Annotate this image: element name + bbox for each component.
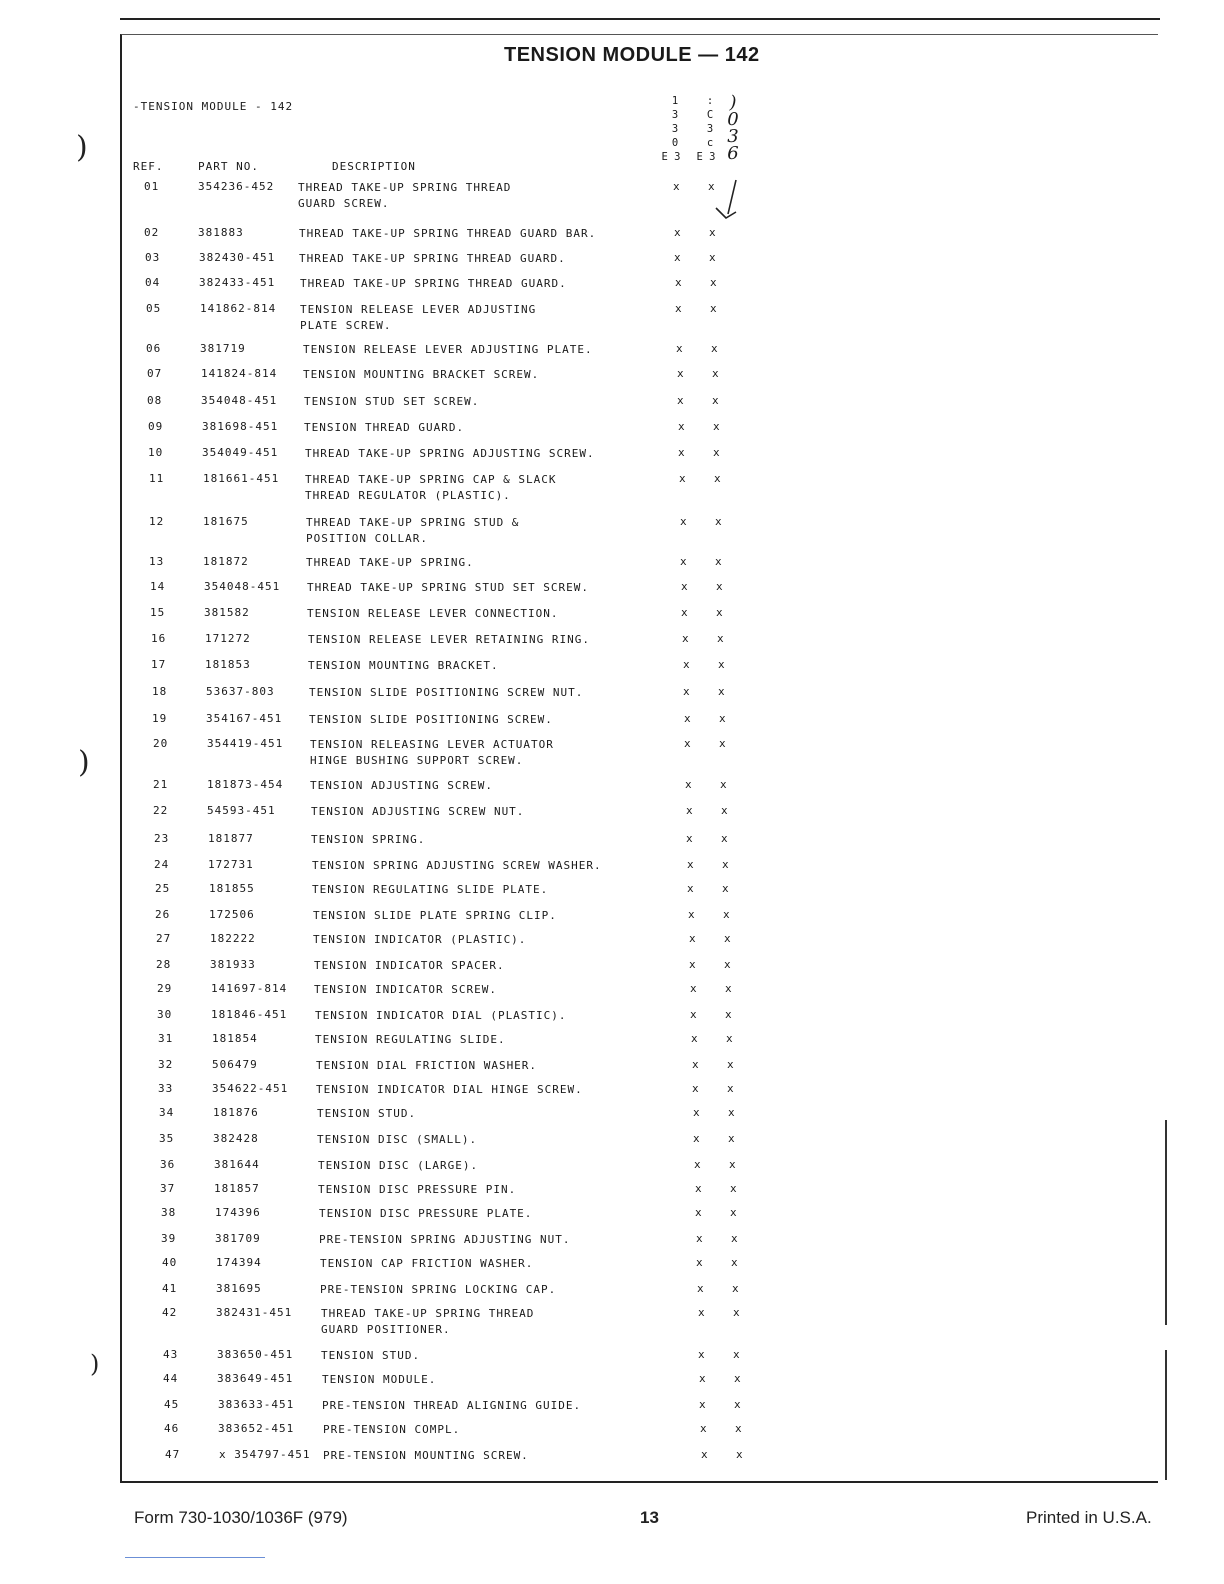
model-2-mark: x xyxy=(713,420,721,433)
model-2-mark: x xyxy=(733,1306,741,1319)
ref-number: 06 xyxy=(146,342,162,355)
part-description: THREAD TAKE-UP SPRING STUD & POSITION COLLAR. xyxy=(306,516,520,545)
part-description: PRE-TENSION SPRING ADJUSTING NUT. xyxy=(319,1233,571,1246)
model-2-mark: x xyxy=(710,302,718,315)
model-2-mark: x xyxy=(723,908,731,921)
ref-number: 31 xyxy=(158,1032,174,1045)
ref-number: 29 xyxy=(157,982,173,995)
model-2-mark: x xyxy=(728,1132,736,1145)
model-1-mark: x xyxy=(680,555,688,568)
model-2-mark: x xyxy=(730,1182,738,1195)
model-1-mark: x xyxy=(695,1182,703,1195)
model-2-mark: x xyxy=(716,606,724,619)
part-number: 181855 xyxy=(209,882,255,895)
ref-number: 45 xyxy=(164,1398,180,1411)
ref-number: 12 xyxy=(149,515,165,528)
model-2-mark: x xyxy=(725,1008,733,1021)
part-description: TENSION RELEASING LEVER ACTUATOR HINGE BUSHING SUPPORT SCREW. xyxy=(310,738,554,767)
part-number: 381695 xyxy=(216,1282,262,1295)
part-number: 141824-814 xyxy=(201,367,278,380)
ref-number: 14 xyxy=(150,580,166,593)
part-description: TENSION REGULATING SLIDE. xyxy=(315,1033,506,1046)
handwritten-check-icon xyxy=(712,178,742,223)
part-number: 381883 xyxy=(198,226,244,239)
page-title: TENSION MODULE — 142 xyxy=(504,44,760,66)
part-description: TENSION MODULE. xyxy=(322,1373,437,1386)
model-2-mark: x xyxy=(729,1158,737,1171)
ref-number: 37 xyxy=(160,1182,176,1195)
module-subtitle: -TENSION MODULE - 142 xyxy=(133,100,294,113)
ref-number: 21 xyxy=(153,778,169,791)
part-description: PRE-TENSION THREAD ALIGNING GUIDE. xyxy=(322,1399,582,1412)
model-2-mark: x xyxy=(730,1206,738,1219)
model-1-mark: x xyxy=(688,908,696,921)
margin-mark: ) xyxy=(76,130,88,165)
part-description: TENSION REGULATING SLIDE PLATE. xyxy=(312,883,549,896)
model-2-mark: x xyxy=(727,1058,735,1071)
ref-number: 34 xyxy=(159,1106,175,1119)
part-number: 181846-451 xyxy=(211,1008,288,1021)
model-1-mark: x xyxy=(695,1206,703,1219)
ref-number: 36 xyxy=(160,1158,176,1171)
part-description: THREAD TAKE-UP SPRING THREAD GUARD SCREW. xyxy=(298,181,512,210)
margin-mark: ) xyxy=(78,745,90,780)
model-1-mark: x xyxy=(690,1008,698,1021)
model-col-char: ) xyxy=(729,92,737,113)
form-number: Form 730-1030/1036F (979) xyxy=(134,1508,348,1527)
part-description: TENSION THREAD GUARD. xyxy=(304,421,465,434)
model-1-mark: x xyxy=(689,958,697,971)
model-1-mark: x xyxy=(687,882,695,895)
part-number: 382431-451 xyxy=(216,1306,293,1319)
ref-number: 42 xyxy=(162,1306,178,1319)
model-2-mark: x xyxy=(718,685,726,698)
model-2-mark: x xyxy=(719,737,727,750)
ref-number: 23 xyxy=(154,832,170,845)
model-1-mark: x xyxy=(684,737,692,750)
part-number: 141862-814 xyxy=(200,302,277,315)
part-description: TENSION STUD. xyxy=(321,1349,421,1362)
part-number: 181857 xyxy=(214,1182,260,1195)
part-description: TENSION DISC (SMALL). xyxy=(317,1133,478,1146)
part-number: 354622-451 xyxy=(212,1082,289,1095)
part-description: TENSION INDICATOR (PLASTIC). xyxy=(313,933,527,946)
ref-number: 25 xyxy=(155,882,171,895)
part-number: 354048-451 xyxy=(204,580,281,593)
part-description: TENSION STUD SET SCREW. xyxy=(304,395,480,408)
ref-number: 16 xyxy=(151,632,167,645)
model-1-mark: x xyxy=(684,712,692,725)
ref-number: 22 xyxy=(153,804,169,817)
model-col-char: 0 xyxy=(671,137,679,149)
part-number: 181853 xyxy=(205,658,251,671)
part-description: THREAD TAKE-UP SPRING CAP & SLACK THREAD REGULATOR (PLASTIC). xyxy=(305,473,557,502)
part-number: 382428 xyxy=(213,1132,259,1145)
model-col-char: E 3 xyxy=(661,151,681,163)
ref-number: 18 xyxy=(152,685,168,698)
ref-number: 32 xyxy=(158,1058,174,1071)
part-number: 181675 xyxy=(203,515,249,528)
model-1-mark: x xyxy=(693,1106,701,1119)
ref-number: 44 xyxy=(163,1372,179,1385)
model-col-char: 3 xyxy=(706,123,714,135)
header-part-no: PART NO. xyxy=(198,160,259,173)
model-1-mark: x xyxy=(699,1398,707,1411)
model-2-mark: x xyxy=(732,1282,740,1295)
model-1-mark: x xyxy=(677,394,685,407)
model-1-mark: x xyxy=(693,1132,701,1145)
part-description: THREAD TAKE-UP SPRING THREAD GUARD. xyxy=(299,252,566,265)
model-1-mark: x xyxy=(698,1348,706,1361)
part-number: 383649-451 xyxy=(217,1372,294,1385)
model-1-mark: x xyxy=(694,1158,702,1171)
model-2-mark: x xyxy=(734,1398,742,1411)
ref-number: 05 xyxy=(146,302,162,315)
model-2-mark: x xyxy=(728,1106,736,1119)
part-description: THREAD TAKE-UP SPRING ADJUSTING SCREW. xyxy=(305,447,595,460)
part-number: 53637-803 xyxy=(206,685,275,698)
model-2-mark: x xyxy=(708,180,716,193)
model-2-mark: x xyxy=(724,932,732,945)
model-2-mark: x xyxy=(731,1256,739,1269)
part-description: THREAD TAKE-UP SPRING. xyxy=(306,556,474,569)
ref-number: 35 xyxy=(159,1132,175,1145)
header-ref: REF. xyxy=(133,160,164,173)
model-1-mark: x xyxy=(698,1306,706,1319)
bottom-rule xyxy=(125,1557,265,1558)
model-1-mark: x xyxy=(696,1256,704,1269)
ref-number: 46 xyxy=(164,1422,180,1435)
model-1-mark: x xyxy=(690,982,698,995)
part-description: THREAD TAKE-UP SPRING THREAD GUARD BAR. xyxy=(299,227,597,240)
model-2-mark: x xyxy=(721,804,729,817)
part-number: 181661-451 xyxy=(203,472,280,485)
part-number: 174394 xyxy=(216,1256,262,1269)
model-1-mark: x xyxy=(699,1372,707,1385)
page-number: 13 xyxy=(640,1508,659,1527)
ref-number: 26 xyxy=(155,908,171,921)
model-column-1 xyxy=(661,94,682,164)
model-1-mark: x xyxy=(678,446,686,459)
ref-number: 28 xyxy=(156,958,172,971)
model-1-mark: x xyxy=(700,1422,708,1435)
model-col-char: 6 xyxy=(727,143,739,164)
model-1-mark: x xyxy=(686,832,694,845)
model-col-char: 3 xyxy=(727,126,739,147)
ref-number: 20 xyxy=(153,737,169,750)
ref-number: 30 xyxy=(157,1008,173,1021)
model-1-mark: x xyxy=(674,251,682,264)
model-1-mark: x xyxy=(685,778,693,791)
ref-number: 43 xyxy=(163,1348,179,1361)
part-description: TENSION SLIDE POSITIONING SCREW. xyxy=(309,713,553,726)
part-number: x 354797-451 xyxy=(219,1448,311,1461)
model-2-mark: x xyxy=(720,778,728,791)
ref-number: 17 xyxy=(151,658,167,671)
model-1-mark: x xyxy=(681,580,689,593)
ref-number: 03 xyxy=(145,251,161,264)
model-1-mark: x xyxy=(697,1282,705,1295)
part-description: TENSION MOUNTING BRACKET SCREW. xyxy=(303,368,540,381)
ref-number: 04 xyxy=(145,276,161,289)
part-description: TENSION SLIDE POSITIONING SCREW NUT. xyxy=(309,686,584,699)
right-rule xyxy=(1165,1120,1167,1325)
part-number: 354048-451 xyxy=(201,394,278,407)
ref-number: 47 xyxy=(165,1448,181,1461)
part-number: 382430-451 xyxy=(199,251,276,264)
part-description: TENSION RELEASE LEVER ADJUSTING PLATE. xyxy=(303,343,593,356)
part-number: 354236-452 xyxy=(198,180,275,193)
top-rule xyxy=(120,18,1160,20)
part-number: 381698-451 xyxy=(202,420,279,433)
model-1-mark: x xyxy=(701,1448,709,1461)
model-col-char: : xyxy=(706,95,714,107)
part-description: TENSION SLIDE PLATE SPRING CLIP. xyxy=(313,909,557,922)
part-description: PRE-TENSION SPRING LOCKING CAP. xyxy=(320,1283,557,1296)
part-description: TENSION DISC PRESSURE PIN. xyxy=(318,1183,517,1196)
ref-number: 02 xyxy=(144,226,160,239)
right-rule xyxy=(1165,1350,1167,1480)
part-description: TENSION INDICATOR DIAL (PLASTIC). xyxy=(315,1009,567,1022)
part-number: 506479 xyxy=(212,1058,258,1071)
ref-number: 08 xyxy=(147,394,163,407)
part-number: 383652-451 xyxy=(218,1422,295,1435)
model-2-mark: x xyxy=(717,632,725,645)
ref-number: 13 xyxy=(149,555,165,568)
model-1-mark: x xyxy=(675,276,683,289)
model-2-mark: x xyxy=(722,858,730,871)
part-number: 381933 xyxy=(210,958,256,971)
part-number: 381582 xyxy=(204,606,250,619)
part-number: 181877 xyxy=(208,832,254,845)
ref-number: 24 xyxy=(154,858,170,871)
model-1-mark: x xyxy=(678,420,686,433)
model-2-mark: x xyxy=(733,1348,741,1361)
printed-in: Printed in U.S.A. xyxy=(1026,1508,1152,1527)
part-description: TENSION SPRING. xyxy=(311,833,426,846)
part-number: 354167-451 xyxy=(206,712,283,725)
model-1-mark: x xyxy=(683,685,691,698)
model-1-mark: x xyxy=(673,180,681,193)
part-description: TENSION RELEASE LEVER CONNECTION. xyxy=(307,607,559,620)
part-number: 181872 xyxy=(203,555,249,568)
model-1-mark: x xyxy=(680,515,688,528)
ref-number: 10 xyxy=(148,446,164,459)
model-2-mark: x xyxy=(714,472,722,485)
part-number: 174396 xyxy=(215,1206,261,1219)
model-1-mark: x xyxy=(682,632,690,645)
part-number: 141697-814 xyxy=(211,982,288,995)
model-2-mark: x xyxy=(710,276,718,289)
model-1-mark: x xyxy=(689,932,697,945)
part-description: THREAD TAKE-UP SPRING THREAD GUARD POSITIONER. xyxy=(321,1307,535,1336)
model-1-mark: x xyxy=(677,367,685,380)
part-description: THREAD TAKE-UP SPRING THREAD GUARD. xyxy=(300,277,567,290)
model-2-mark: x xyxy=(735,1422,743,1435)
part-number: 181876 xyxy=(213,1106,259,1119)
part-description: TENSION DISC (LARGE). xyxy=(318,1159,479,1172)
part-description: TENSION RELEASE LEVER ADJUSTING PLATE SCREW. xyxy=(300,303,537,332)
model-col-char: 0 xyxy=(727,109,739,130)
model-2-mark: x xyxy=(713,446,721,459)
model-1-mark: x xyxy=(676,342,684,355)
ref-number: 19 xyxy=(152,712,168,725)
model-1-mark: x xyxy=(675,302,683,315)
model-col-char: C xyxy=(706,109,714,121)
model-2-mark: x xyxy=(712,394,720,407)
part-number: 54593-451 xyxy=(207,804,276,817)
model-2-mark: x xyxy=(721,832,729,845)
header-description: DESCRIPTION xyxy=(332,160,416,173)
part-number: 381719 xyxy=(200,342,246,355)
model-1-mark: x xyxy=(679,472,687,485)
part-description: TENSION SPRING ADJUSTING SCREW WASHER. xyxy=(312,859,602,872)
part-description: TENSION CAP FRICTION WASHER. xyxy=(320,1257,534,1270)
ref-number: 07 xyxy=(147,367,163,380)
model-1-mark: x xyxy=(687,858,695,871)
model-col-char: 1 xyxy=(671,95,679,107)
part-number: 381709 xyxy=(215,1232,261,1245)
part-description: PRE-TENSION COMPL. xyxy=(323,1423,461,1436)
part-description: TENSION DISC PRESSURE PLATE. xyxy=(319,1207,533,1220)
ref-number: 41 xyxy=(162,1282,178,1295)
part-number: 354419-451 xyxy=(207,737,284,750)
model-column-3-handwritten xyxy=(722,94,744,162)
model-2-mark: x xyxy=(712,367,720,380)
ref-number: 40 xyxy=(162,1256,178,1269)
model-column-2 xyxy=(696,94,717,164)
model-2-mark: x xyxy=(731,1232,739,1245)
model-col-char: E 3 xyxy=(696,151,716,163)
part-number: 381644 xyxy=(214,1158,260,1171)
model-1-mark: x xyxy=(686,804,694,817)
model-1-mark: x xyxy=(691,1032,699,1045)
ref-number: 11 xyxy=(149,472,165,485)
part-description: TENSION DIAL FRICTION WASHER. xyxy=(316,1059,538,1072)
model-2-mark: x xyxy=(727,1082,735,1095)
model-2-mark: x xyxy=(709,226,717,239)
part-description: THREAD TAKE-UP SPRING STUD SET SCREW. xyxy=(307,581,590,594)
part-number: 181873-454 xyxy=(207,778,284,791)
model-2-mark: x xyxy=(734,1372,742,1385)
ref-number: 15 xyxy=(150,606,166,619)
part-description: TENSION INDICATOR DIAL HINGE SCREW. xyxy=(316,1083,583,1096)
model-2-mark: x xyxy=(716,580,724,593)
model-2-mark: x xyxy=(719,712,727,725)
part-description: TENSION MOUNTING BRACKET. xyxy=(308,659,499,672)
part-number: 354049-451 xyxy=(202,446,279,459)
model-1-mark: x xyxy=(692,1082,700,1095)
part-description: TENSION RELEASE LEVER RETAINING RING. xyxy=(308,633,591,646)
model-2-mark: x xyxy=(715,515,723,528)
model-2-mark: x xyxy=(724,958,732,971)
part-description: TENSION ADJUSTING SCREW NUT. xyxy=(311,805,525,818)
ref-number: 39 xyxy=(161,1232,177,1245)
model-2-mark: x xyxy=(722,882,730,895)
model-2-mark: x xyxy=(736,1448,744,1461)
model-col-char: 3 xyxy=(671,123,679,135)
part-number: 172731 xyxy=(208,858,254,871)
model-1-mark: x xyxy=(692,1058,700,1071)
part-description: PRE-TENSION MOUNTING SCREW. xyxy=(323,1449,529,1462)
part-description: TENSION STUD. xyxy=(317,1107,417,1120)
model-1-mark: x xyxy=(683,658,691,671)
model-2-mark: x xyxy=(711,342,719,355)
model-1-mark: x xyxy=(681,606,689,619)
model-1-mark: x xyxy=(674,226,682,239)
ref-number: 33 xyxy=(158,1082,174,1095)
part-description: TENSION ADJUSTING SCREW. xyxy=(310,779,493,792)
ref-number: 38 xyxy=(161,1206,177,1219)
model-2-mark: x xyxy=(715,555,723,568)
part-number: 382433-451 xyxy=(199,276,276,289)
part-number: 182222 xyxy=(210,932,256,945)
model-col-char: 3 xyxy=(671,109,679,121)
model-2-mark: x xyxy=(718,658,726,671)
model-1-mark: x xyxy=(696,1232,704,1245)
ref-number: 27 xyxy=(156,932,172,945)
part-number: 383650-451 xyxy=(217,1348,294,1361)
part-number: 181854 xyxy=(212,1032,258,1045)
ref-number: 09 xyxy=(148,420,164,433)
model-2-mark: x xyxy=(726,1032,734,1045)
model-2-mark: x xyxy=(725,982,733,995)
part-description: TENSION INDICATOR SCREW. xyxy=(314,983,497,996)
part-description: TENSION INDICATOR SPACER. xyxy=(314,959,505,972)
margin-mark: ) xyxy=(90,1350,100,1378)
part-number: 172506 xyxy=(209,908,255,921)
ref-number: 01 xyxy=(144,180,160,193)
part-number: 171272 xyxy=(205,632,251,645)
part-number: 383633-451 xyxy=(218,1398,295,1411)
model-2-mark: x xyxy=(709,251,717,264)
model-col-char: c xyxy=(706,137,714,149)
